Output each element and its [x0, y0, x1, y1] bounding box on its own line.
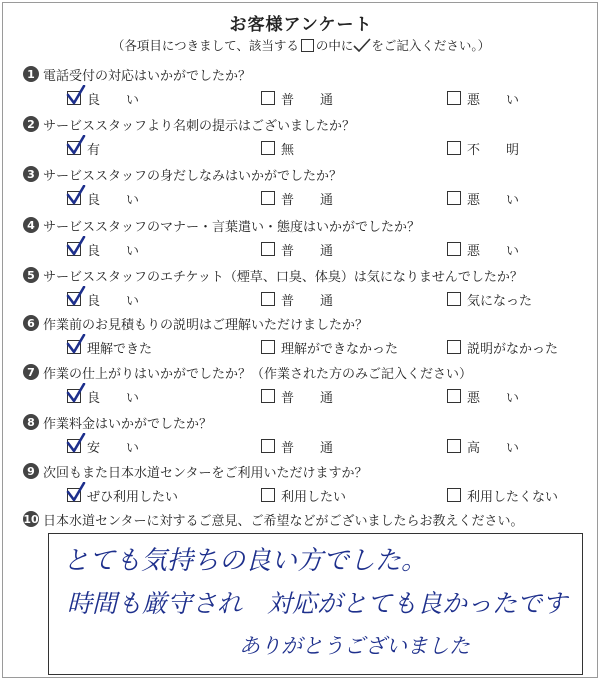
handwritten-checkmark-icon — [66, 236, 86, 256]
answer-checkbox[interactable] — [67, 242, 81, 256]
question-number-badge: 1 — [23, 66, 39, 82]
question-text: 次回もまた日本水道センターをご利用いただけますか？ — [43, 465, 368, 481]
answer-option-label: 普 通 — [281, 440, 334, 456]
question-text: 作業料金はいかがでしたか？ — [43, 416, 213, 432]
survey-title: お客様アンケート — [229, 15, 373, 35]
handwritten-comment-line-1: とても気持ちの良い方でした。 — [63, 546, 428, 576]
answer-option[interactable] — [447, 188, 519, 208]
answer-checkbox[interactable] — [261, 389, 275, 403]
answer-option-label: 高 い — [467, 440, 520, 456]
question-9 — [23, 460, 593, 512]
instruction-before: （各項目につきまして、該当する — [111, 38, 299, 53]
question-4 — [23, 214, 593, 266]
answer-checkbox[interactable] — [67, 340, 81, 354]
answer-option[interactable] — [447, 485, 558, 505]
answer-option[interactable] — [67, 485, 178, 505]
instruction-after: をご記入ください。） — [371, 38, 491, 53]
answer-checkbox[interactable] — [447, 389, 461, 403]
question-5 — [23, 264, 593, 316]
question-number-badge: 9 — [23, 463, 39, 479]
question-text: 作業前のお見積もりの説明はご理解いただけましたか？ — [43, 317, 369, 333]
handwritten-comment-line-3: ありがとうございました — [239, 634, 470, 658]
answer-option-label: 不 明 — [467, 142, 520, 158]
answer-option-label: 利用したい — [281, 489, 347, 505]
answer-option[interactable] — [67, 188, 139, 208]
handwritten-checkmark-icon — [66, 135, 86, 155]
answer-checkbox[interactable] — [67, 91, 81, 105]
answer-option[interactable] — [67, 337, 152, 357]
handwritten-checkmark-icon — [66, 185, 86, 205]
answer-checkbox[interactable] — [67, 141, 81, 155]
handwritten-checkmark-icon — [66, 286, 86, 306]
handwritten-checkmark-icon — [66, 334, 86, 354]
answer-option[interactable] — [67, 436, 139, 456]
answer-option[interactable] — [67, 88, 139, 108]
question-text: 作業の仕上がりはいかがでしたか？（作業された方のみご記入ください） — [43, 366, 473, 382]
comment-box[interactable] — [48, 533, 583, 675]
answer-option-label: ぜひ利用したい — [87, 489, 179, 505]
question-text: 電話受付の対応はいかがでしたか？ — [43, 68, 252, 84]
answer-checkbox[interactable] — [67, 191, 81, 205]
answer-checkbox[interactable] — [261, 141, 275, 155]
answer-option-label: 気になった — [467, 293, 533, 309]
answer-option-label: 悪 い — [467, 192, 520, 208]
answer-option[interactable] — [447, 337, 558, 357]
answer-option-label: 説明がなかった — [467, 341, 559, 357]
answer-option[interactable] — [261, 88, 333, 108]
answer-checkbox[interactable] — [261, 191, 275, 205]
answer-option-label: 悪 い — [467, 390, 520, 406]
answer-option[interactable] — [67, 289, 139, 309]
question-text: サービススタッフのマナー・言葉遣い・態度はいかがでしたか？ — [43, 219, 421, 235]
answer-option-label: 良 い — [87, 92, 140, 108]
answer-option[interactable] — [447, 239, 519, 259]
question-text: サービススタッフの身だしなみはいかがでしたか？ — [43, 168, 343, 184]
answer-option-label: 普 通 — [281, 192, 334, 208]
answer-option-label: 普 通 — [281, 293, 334, 309]
answer-checkbox[interactable] — [67, 389, 81, 403]
answer-option-label: 利用したくない — [467, 489, 559, 505]
answer-option[interactable] — [67, 239, 139, 259]
answer-checkbox[interactable] — [261, 340, 275, 354]
answer-checkbox[interactable] — [261, 439, 275, 453]
answer-checkbox[interactable] — [447, 439, 461, 453]
answer-option-label: 普 通 — [281, 92, 334, 108]
question-2 — [23, 113, 593, 165]
question-8 — [23, 411, 593, 463]
answer-option[interactable] — [447, 386, 519, 406]
answer-option-label: 良 い — [87, 293, 140, 309]
answer-checkbox[interactable] — [447, 91, 461, 105]
answer-checkbox[interactable] — [447, 191, 461, 205]
answer-option[interactable] — [261, 138, 294, 158]
question-text: サービススタッフより名刺の提示はございましたか？ — [43, 118, 356, 134]
instruction-middle: の中に — [315, 38, 354, 53]
answer-checkbox[interactable] — [447, 292, 461, 306]
answer-option[interactable] — [261, 386, 333, 406]
answer-option-label: 安 い — [87, 440, 140, 456]
answer-checkbox[interactable] — [447, 488, 461, 502]
handwritten-checkmark-icon — [66, 383, 86, 403]
answer-option[interactable] — [67, 386, 139, 406]
survey-sheet — [2, 2, 598, 678]
handwritten-checkmark-icon — [66, 433, 86, 453]
question-text: サービススタッフのエチケット（煙草、口臭、体臭）は気になりませんでしたか？ — [43, 269, 523, 285]
question-number-badge: 8 — [23, 414, 39, 430]
answer-option[interactable] — [67, 138, 100, 158]
answer-option-label: 無 — [281, 142, 295, 158]
answer-checkbox[interactable] — [261, 292, 275, 306]
answer-option[interactable] — [261, 485, 346, 505]
answer-option-label: 有 — [87, 142, 101, 158]
answer-option-label: 良 い — [87, 243, 140, 259]
answer-option[interactable] — [261, 289, 333, 309]
question-number-badge: 2 — [23, 116, 39, 132]
answer-option[interactable] — [447, 138, 519, 158]
answer-checkbox[interactable] — [261, 91, 275, 105]
answer-option[interactable] — [261, 239, 333, 259]
question-3 — [23, 163, 593, 215]
answer-option-label: 悪 い — [467, 243, 520, 259]
question-number-badge: 7 — [23, 364, 39, 380]
handwritten-checkmark-icon — [66, 85, 86, 105]
answer-option-label: 理解できた — [87, 341, 153, 357]
answer-option-label: 理解ができなかった — [281, 341, 399, 357]
question-number-badge: 3 — [23, 166, 39, 182]
answer-option-label: 良 い — [87, 192, 140, 208]
handwritten-comment-line-2: 時間も厳守され 対応がとても良かったです — [67, 589, 568, 618]
answer-checkbox[interactable] — [447, 141, 461, 155]
question-number-badge: 6 — [23, 315, 39, 331]
answer-option[interactable] — [261, 436, 333, 456]
answer-option[interactable] — [447, 88, 519, 108]
handwritten-checkmark-icon — [66, 482, 86, 502]
question-number-badge: 10 — [23, 512, 39, 526]
question-number-badge: 4 — [23, 217, 39, 233]
answer-checkbox[interactable] — [261, 488, 275, 502]
answer-checkbox[interactable] — [447, 242, 461, 256]
question-1 — [23, 63, 593, 115]
answer-checkbox[interactable] — [67, 439, 81, 453]
instruction-line — [3, 36, 599, 54]
answer-option-label: 普 通 — [281, 243, 334, 259]
answer-option[interactable] — [261, 188, 333, 208]
answer-option-label: 良 い — [87, 390, 140, 406]
answer-option-label: 普 通 — [281, 390, 334, 406]
answer-checkbox[interactable] — [261, 242, 275, 256]
question-number-badge: 5 — [23, 267, 39, 283]
question-6 — [23, 312, 593, 364]
question-text: 日本水道センターに対するご意見、ご希望などがございましたらお教えください。 — [43, 513, 524, 529]
checkmark-sample-icon — [353, 38, 371, 52]
question-7 — [23, 361, 593, 413]
answer-checkbox[interactable] — [447, 340, 461, 354]
answer-option[interactable] — [261, 337, 398, 357]
answer-checkbox[interactable] — [67, 488, 81, 502]
answer-checkbox[interactable] — [67, 292, 81, 306]
checkbox-sample-icon — [301, 39, 314, 52]
answer-option[interactable] — [447, 436, 519, 456]
answer-option[interactable] — [447, 289, 532, 309]
answer-option-label: 悪 い — [467, 92, 520, 108]
